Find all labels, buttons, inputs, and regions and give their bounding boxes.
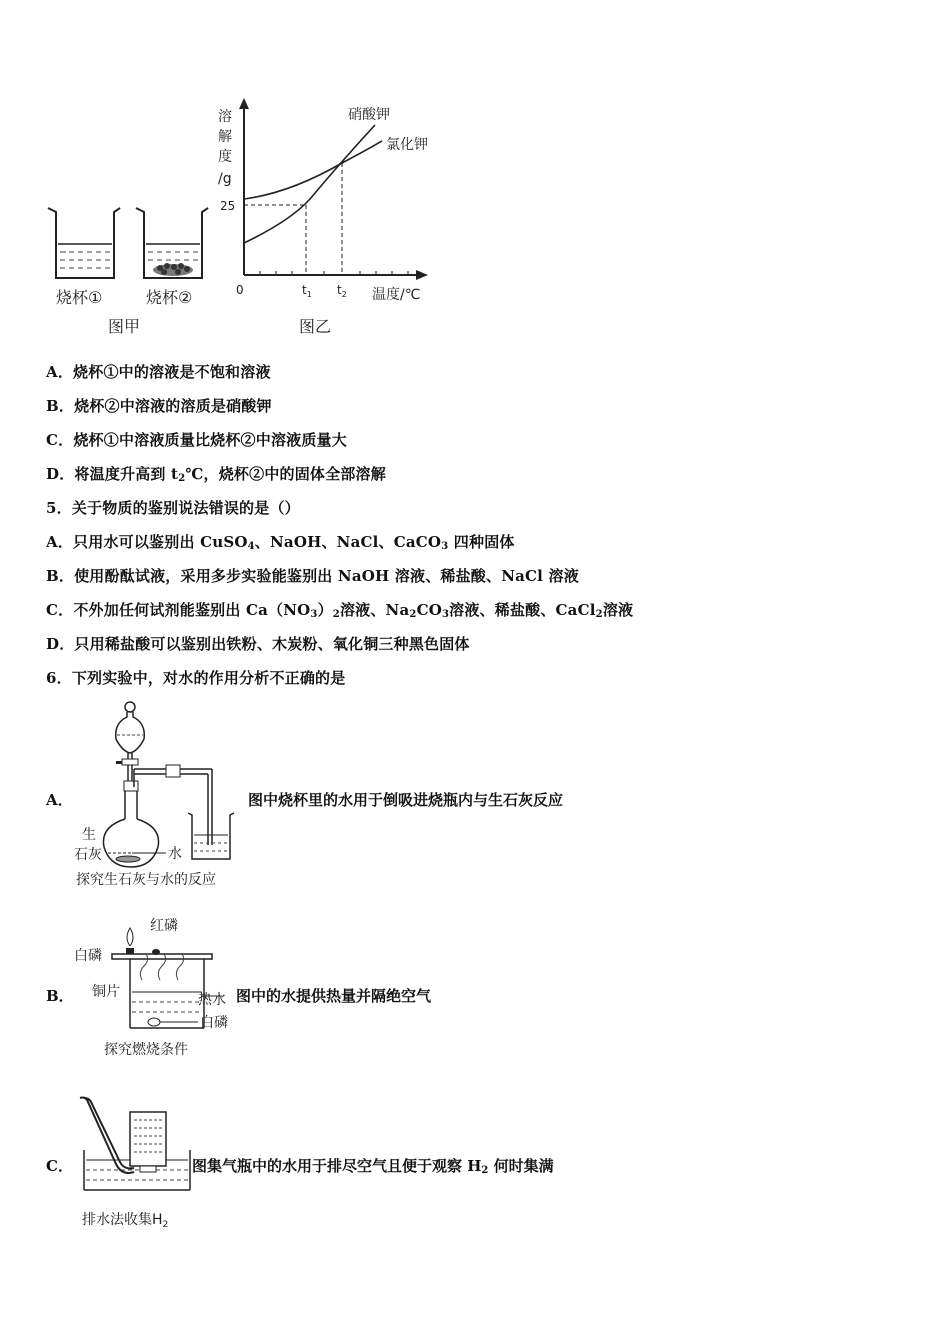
q6-b-label-honglin: 红磷: [150, 918, 178, 934]
q6-a-caption: 探究生石灰与水的反应: [76, 872, 216, 888]
x-axis-arrow: [416, 270, 428, 280]
q6-b-label-bailin-bottom: 白磷: [200, 1015, 228, 1031]
y-tick-25: 25: [220, 199, 236, 213]
origin-label: 0: [236, 283, 244, 297]
q6-a-label-shui: 水: [168, 846, 182, 862]
q4-option-a[interactable]: A．烧杯①中的溶液是不饱和溶液: [46, 363, 271, 381]
q6-option-c-text[interactable]: 图集气瓶中的水用于排尽空气且便于观察 $H_2$ 何时集满: [192, 1157, 554, 1176]
q6-option-c-letter[interactable]: C．: [46, 1157, 73, 1175]
y-label-char-3: 度: [218, 149, 232, 165]
q6-b-apparatus: [70, 910, 245, 1062]
q4-option-b[interactable]: B．烧杯②中溶液的溶质是硝酸钾: [46, 397, 272, 415]
q6-b-label-bailin-top: 白磷: [74, 948, 102, 964]
curve-kno3: [244, 125, 375, 243]
undissolved-solid: [153, 263, 193, 276]
curve-kcl: [244, 141, 382, 199]
q5-option-c[interactable]: C．不外加任何试剂能鉴别出 $Ca(NO_3)_2$溶液、$Na_2CO_3$溶液、稀盐酸、CaCl$_2$溶液: [46, 601, 634, 620]
q6-option-b-text[interactable]: 图中的水提供热量并隔绝空气: [236, 987, 432, 1005]
beaker-2-label: 烧杯②: [146, 288, 193, 307]
curve-kcl-label: 氯化钾: [386, 137, 428, 153]
figure-jia-caption: 图甲: [108, 317, 141, 336]
q6-b-caption: 探究燃烧条件: [104, 1042, 188, 1058]
q6-c-caption: 排水法收集$H_2$: [82, 1212, 169, 1230]
t1-label: $t_1$: [302, 283, 312, 299]
t2-label: $t_2$: [337, 283, 347, 299]
q6-a-apparatus: [70, 695, 250, 895]
q6-a-label-sheng: 生: [82, 827, 96, 843]
beaker-2: [136, 208, 208, 278]
q6-b-label-tongpian: 铜片: [92, 984, 120, 1000]
y-label-char-1: 溶: [218, 109, 232, 125]
q5-option-d[interactable]: D．只用稀盐酸可以鉴别出铁粉、木炭粉、氧化铜三种黑色固体: [46, 635, 470, 653]
q6-stem: 6．下列实验中，对水的作用分析不正确的是: [46, 669, 346, 687]
q6-c-apparatus: [72, 1090, 197, 1235]
y-label-char-4: /g: [218, 171, 232, 187]
q6-option-a-text[interactable]: 图中烧杯里的水用于倒吸进烧瓶内与生石灰反应: [248, 791, 564, 809]
q6-option-a-letter[interactable]: A．: [46, 791, 73, 809]
x-axis-label: 温度/℃: [372, 287, 421, 303]
q4-option-d[interactable]: D．将温度升高到 $t_2℃$，烧杯②中的固体全部溶解: [46, 465, 386, 484]
beaker-1-label: 烧杯①: [56, 288, 103, 307]
q6-a-label-shihui: 石灰: [74, 847, 102, 863]
q6-b-label-reshui: 热水: [198, 992, 226, 1008]
figure-yi-caption: 图乙: [299, 317, 332, 336]
q5-option-b[interactable]: B．使用酚酞试液，采用多步实验能鉴别出 NaOH 溶液、稀盐酸、NaCl 溶液: [46, 567, 579, 585]
y-axis-arrow: [239, 98, 249, 109]
q5-stem: 5．关于物质的鉴别说法错误的是（）: [46, 499, 300, 517]
y-label-char-2: 解: [218, 129, 232, 145]
curve-kno3-label: 硝酸钾: [348, 107, 390, 123]
q5-option-a[interactable]: A．只用水可以鉴别出 CuSO$_4$、NaOH、NaCl、CaCO$_3$ 四种固体: [46, 533, 515, 552]
q6-option-b-letter[interactable]: B．: [46, 987, 74, 1005]
figure-yi-solubility-chart: [210, 95, 450, 305]
beaker-1: [48, 208, 120, 278]
q4-option-c[interactable]: C．烧杯①中溶液质量比烧杯②中溶液质量大: [46, 431, 347, 449]
